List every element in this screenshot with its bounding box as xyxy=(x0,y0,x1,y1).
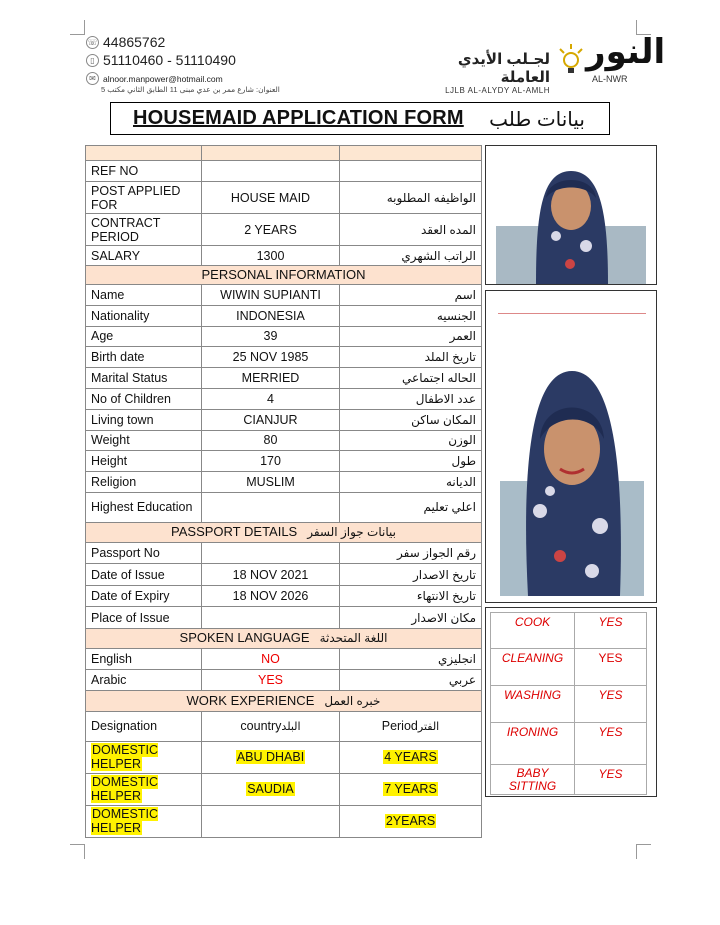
passport-label-arabic xyxy=(340,564,482,586)
job-value-text: 2 YEARS xyxy=(244,222,297,237)
personal-value-text: 170 xyxy=(260,454,281,469)
job-row xyxy=(86,214,482,246)
work-period-text: 4 YEARS xyxy=(384,750,437,765)
job-value-text: HOUSE MAID xyxy=(230,190,311,205)
language-section-header xyxy=(86,628,482,648)
top-row-cell-a xyxy=(86,146,202,161)
personal-value-text: 39 xyxy=(263,329,278,344)
personal-label xyxy=(86,472,202,493)
job-label-text: SALARY xyxy=(91,248,141,263)
col-country-text: country xyxy=(240,718,282,733)
work-designation xyxy=(86,805,202,837)
work-designation xyxy=(86,773,202,805)
table-top-row xyxy=(86,146,482,161)
photo-frame-large xyxy=(485,290,657,603)
personal-value xyxy=(202,388,340,409)
work-period xyxy=(340,773,482,805)
language-label-arabic xyxy=(340,648,482,669)
personal-label-arabic xyxy=(340,347,482,368)
personal-label-text: Birth date xyxy=(91,350,145,365)
passport-label-text: Passport No xyxy=(91,546,160,561)
work-section xyxy=(86,690,482,711)
personal-label xyxy=(86,326,202,347)
crop-mark-bl xyxy=(70,844,85,859)
personal-label-arabic-text: العمر xyxy=(449,329,476,344)
personal-row xyxy=(86,326,482,347)
personal-label-arabic xyxy=(340,472,482,493)
skill-name: CLEANING xyxy=(491,649,575,686)
job-label xyxy=(86,246,202,266)
email-line xyxy=(86,72,280,85)
job-label-arabic xyxy=(340,246,482,266)
skill-value: YES xyxy=(575,765,647,795)
job-row xyxy=(86,182,482,214)
logo-english-text: LJLB AL-ALYDY AL-AMLH xyxy=(445,86,550,95)
job-row xyxy=(86,246,482,266)
passport-section-title-arabic: بيانات جواز السفر xyxy=(307,525,396,540)
col-period-arabic: الفتر xyxy=(417,720,440,733)
personal-label-text: Living town xyxy=(91,412,154,427)
language-label-arabic-text: انجليزي xyxy=(437,651,476,666)
top-row-cell-b xyxy=(202,146,340,161)
personal-label-arabic-text: تاريخ الملد xyxy=(424,350,476,365)
form-title: HOUSEMAID APPLICATION FORM xyxy=(133,107,464,129)
language-value-text: YES xyxy=(257,672,283,687)
skills-frame xyxy=(485,607,657,797)
personal-value xyxy=(202,305,340,326)
passport-label xyxy=(86,542,202,564)
passport-label-text: Place of Issue xyxy=(91,610,170,625)
personal-label-arabic xyxy=(340,326,482,347)
personal-label-arabic xyxy=(340,388,482,409)
skill-value: YES xyxy=(575,649,647,686)
personal-label-text: Height xyxy=(91,454,128,469)
phone-line-2 xyxy=(86,52,280,68)
skill-name: BABY SITTING xyxy=(491,765,575,795)
work-country xyxy=(202,741,340,773)
passport-label-arabic-text: مكان الاصدار xyxy=(411,610,476,625)
passport-row xyxy=(86,585,482,607)
personal-row xyxy=(86,492,482,522)
personal-label-arabic-text: اسم xyxy=(454,287,476,302)
passport-label xyxy=(86,564,202,586)
job-label-arabic-text: الراتب الشهري xyxy=(401,248,476,263)
work-period xyxy=(340,805,482,837)
crop-mark-br xyxy=(636,844,651,859)
personal-value-text: 25 NOV 1985 xyxy=(232,350,309,365)
job-value xyxy=(202,246,340,266)
col-country-arabic: البلد xyxy=(281,720,301,733)
logo-arabic-text: لجـلب الأيدي العاملة xyxy=(457,51,550,86)
passport-row xyxy=(86,564,482,586)
passport-label xyxy=(86,585,202,607)
language-label-arabic xyxy=(340,669,482,690)
personal-value xyxy=(202,326,340,347)
personal-label-arabic-text: الحاله اجتماعي xyxy=(402,371,476,386)
applicant-photo-small xyxy=(486,146,656,284)
col-designation-text: Designation xyxy=(91,719,158,734)
personal-label-text: Highest Education xyxy=(91,500,193,515)
form-title-arabic: بيانات طلب xyxy=(489,109,585,131)
personal-label xyxy=(86,492,202,522)
personal-label xyxy=(86,305,202,326)
passport-label-arabic xyxy=(340,607,482,629)
personal-label-arabic xyxy=(340,492,482,522)
passport-row xyxy=(86,542,482,564)
personal-row xyxy=(86,305,482,326)
language-section xyxy=(86,628,482,648)
personal-value-text: 80 xyxy=(263,433,278,448)
personal-label-arabic-text: المكان ساكن xyxy=(411,412,476,427)
passport-value xyxy=(202,564,340,586)
language-label-text: Arabic xyxy=(91,672,127,687)
col-period-text: Period xyxy=(381,718,418,733)
language-label xyxy=(86,648,202,669)
personal-value-text: MUSLIM xyxy=(246,475,295,490)
passport-label-arabic-text: تاريخ الاصدار xyxy=(412,567,476,582)
personal-label-text: Name xyxy=(91,287,125,302)
passport-label-arabic xyxy=(340,585,482,607)
skill-value: YES xyxy=(575,686,647,723)
job-label-arabic xyxy=(340,214,482,246)
passport-row xyxy=(86,607,482,629)
work-designation-text: DOMESTIC HELPER xyxy=(91,807,158,836)
work-country-text: SAUDIA xyxy=(247,782,294,797)
personal-label-text: Age xyxy=(91,329,114,344)
work-period-text: 2YEARS xyxy=(385,814,436,829)
language-label-text: English xyxy=(91,651,132,666)
work-country-text: ABU DHABI xyxy=(236,750,305,765)
passport-label-arabic-text: تاريخ الانتهاء xyxy=(416,589,476,604)
photo-divider xyxy=(498,313,646,314)
job-value-text: 1300 xyxy=(256,248,285,263)
personal-label xyxy=(86,409,202,430)
language-label-arabic-text: عربي xyxy=(448,672,476,687)
skill-row xyxy=(491,686,647,723)
job-label-arabic xyxy=(340,161,482,182)
personal-value xyxy=(202,347,340,368)
work-period-text: 7 YEARS xyxy=(384,782,437,797)
passport-value xyxy=(202,542,340,564)
skill-name: IRONING xyxy=(491,723,575,765)
personal-label-text: Marital Status xyxy=(91,371,168,386)
language-value xyxy=(202,669,340,690)
personal-label-text: Nationality xyxy=(91,308,150,323)
form-title-box xyxy=(110,102,610,135)
top-row-cell-c xyxy=(340,146,482,161)
photo-frame-small xyxy=(485,145,657,285)
personal-label xyxy=(86,285,202,306)
personal-label-arabic xyxy=(340,305,482,326)
phone-line-1 xyxy=(86,34,280,50)
personal-label-arabic xyxy=(340,409,482,430)
job-label xyxy=(86,182,202,214)
job-label-text: POST APPLIED FOR xyxy=(91,183,181,212)
work-section-title: WORK EXPERIENCE xyxy=(186,692,315,708)
phone-2: 51110460 - 51110490 xyxy=(103,52,236,68)
email: alnoor.manpower@hotmail.com xyxy=(103,73,223,84)
personal-label-arabic-text: الوزن xyxy=(448,433,476,448)
personal-label-text: No of Children xyxy=(91,391,171,406)
personal-row xyxy=(86,285,482,306)
job-value xyxy=(202,214,340,246)
passport-section xyxy=(86,522,482,542)
work-designation-text: DOMESTIC HELPER xyxy=(91,743,158,772)
work-period xyxy=(340,741,482,773)
personal-label xyxy=(86,368,202,389)
personal-label-arabic-text: عدد الاطفال xyxy=(415,391,476,406)
job-label-text: REF NO xyxy=(91,164,139,178)
job-label-text: CONTRACT PERIOD xyxy=(91,215,161,244)
col-country xyxy=(202,711,340,741)
crop-mark-tl xyxy=(70,20,85,35)
job-value xyxy=(202,182,340,214)
personal-value-text: WIWIN SUPIANTI xyxy=(220,287,321,302)
job-label-arabic xyxy=(340,182,482,214)
personal-row xyxy=(86,347,482,368)
personal-label-arabic-text: طول xyxy=(451,454,476,469)
personal-label xyxy=(86,347,202,368)
job-row xyxy=(86,161,482,182)
personal-label-arabic xyxy=(340,451,482,472)
personal-section-title: PERSONAL INFORMATION xyxy=(201,267,366,282)
work-row xyxy=(86,773,482,805)
passport-value-text: 18 NOV 2026 xyxy=(232,589,309,604)
skill-name: WASHING xyxy=(491,686,575,723)
work-section-header xyxy=(86,690,482,711)
skill-row xyxy=(491,765,647,795)
passport-label-text: Date of Expiry xyxy=(91,589,170,604)
passport-label xyxy=(86,607,202,629)
personal-row xyxy=(86,388,482,409)
logo-mark: النور xyxy=(586,33,666,71)
personal-value xyxy=(202,285,340,306)
email-icon: ✉ xyxy=(86,72,99,85)
personal-label xyxy=(86,430,202,451)
passport-label-arabic-text: رقم الجواز سفر xyxy=(397,546,476,561)
personal-section-header xyxy=(86,266,482,285)
lightbulb-icon xyxy=(556,40,586,80)
personal-value xyxy=(202,368,340,389)
company-logo xyxy=(430,33,666,95)
passport-value xyxy=(202,607,340,629)
personal-value xyxy=(202,409,340,430)
skill-value: YES xyxy=(575,613,647,649)
phone-1: 44865762 xyxy=(103,34,166,50)
passport-section-title: PASSPORT DETAILS xyxy=(171,524,298,540)
personal-label xyxy=(86,388,202,409)
personal-label-text: Weight xyxy=(91,433,130,448)
personal-label-arabic-text: الديانه xyxy=(445,475,476,490)
personal-row xyxy=(86,409,482,430)
work-country xyxy=(202,773,340,805)
personal-label-arabic xyxy=(340,368,482,389)
contact-block xyxy=(86,34,280,94)
personal-value xyxy=(202,472,340,493)
passport-section-header xyxy=(86,522,482,542)
personal-row xyxy=(86,451,482,472)
language-section-title: SPOKEN LANGUAGE xyxy=(179,630,310,646)
work-designation xyxy=(86,741,202,773)
language-row xyxy=(86,669,482,690)
col-period xyxy=(340,711,482,741)
skill-name: COOK xyxy=(491,613,575,649)
personal-row xyxy=(86,368,482,389)
personal-value-text: CIANJUR xyxy=(243,412,298,427)
work-section-title-arabic: خبره العمل xyxy=(324,693,381,708)
application-table xyxy=(85,145,482,838)
col-designation xyxy=(86,711,202,741)
personal-row xyxy=(86,430,482,451)
personal-row xyxy=(86,472,482,493)
work-row xyxy=(86,741,482,773)
skill-row xyxy=(491,723,647,765)
passport-label-text: Date of Issue xyxy=(91,567,165,582)
skill-row xyxy=(491,649,647,686)
skill-row xyxy=(491,613,647,649)
language-value xyxy=(202,648,340,669)
personal-value-text: 4 xyxy=(267,391,274,406)
applicant-photo-large xyxy=(500,361,644,596)
personal-value xyxy=(202,430,340,451)
personal-section xyxy=(86,266,482,285)
mobile-icon: ▯ xyxy=(86,54,99,67)
personal-label-arabic xyxy=(340,430,482,451)
language-row xyxy=(86,648,482,669)
language-label xyxy=(86,669,202,690)
skills-table xyxy=(490,612,647,795)
personal-value-text: MERRIED xyxy=(241,371,300,386)
passport-value xyxy=(202,585,340,607)
passport-value-text: 18 NOV 2021 xyxy=(232,567,309,582)
logo-subtitle: AL-NWR xyxy=(592,74,628,84)
work-country xyxy=(202,805,340,837)
job-label-arabic-text: المده العقد xyxy=(421,222,476,237)
personal-label-arabic xyxy=(340,285,482,306)
job-label xyxy=(86,214,202,246)
personal-label xyxy=(86,451,202,472)
passport-label-arabic xyxy=(340,542,482,564)
language-value-text: NO xyxy=(261,651,280,666)
work-row xyxy=(86,805,482,837)
skill-value: YES xyxy=(575,723,647,765)
address: العنوان: شارع ممر بن عدي مبنى 11 الطابق الثاني مكتب 5 xyxy=(101,85,280,94)
work-designation-text: DOMESTIC HELPER xyxy=(91,775,158,804)
personal-value-text: INDONESIA xyxy=(236,308,305,323)
work-column-header xyxy=(86,711,482,741)
job-label-arabic-text: الواظيفه المطلوبه xyxy=(386,190,476,205)
personal-value xyxy=(202,451,340,472)
personal-value xyxy=(202,492,340,522)
personal-label-arabic-text: الجنسيه xyxy=(436,308,476,323)
job-value xyxy=(202,161,340,182)
personal-label-text: Religion xyxy=(91,475,137,490)
personal-label-arabic-text: اعلي تعليم xyxy=(423,500,476,515)
phone-icon: ☏ xyxy=(87,37,98,47)
language-section-title-arabic: اللغة المتحدثة xyxy=(319,631,388,646)
job-label xyxy=(86,161,202,182)
